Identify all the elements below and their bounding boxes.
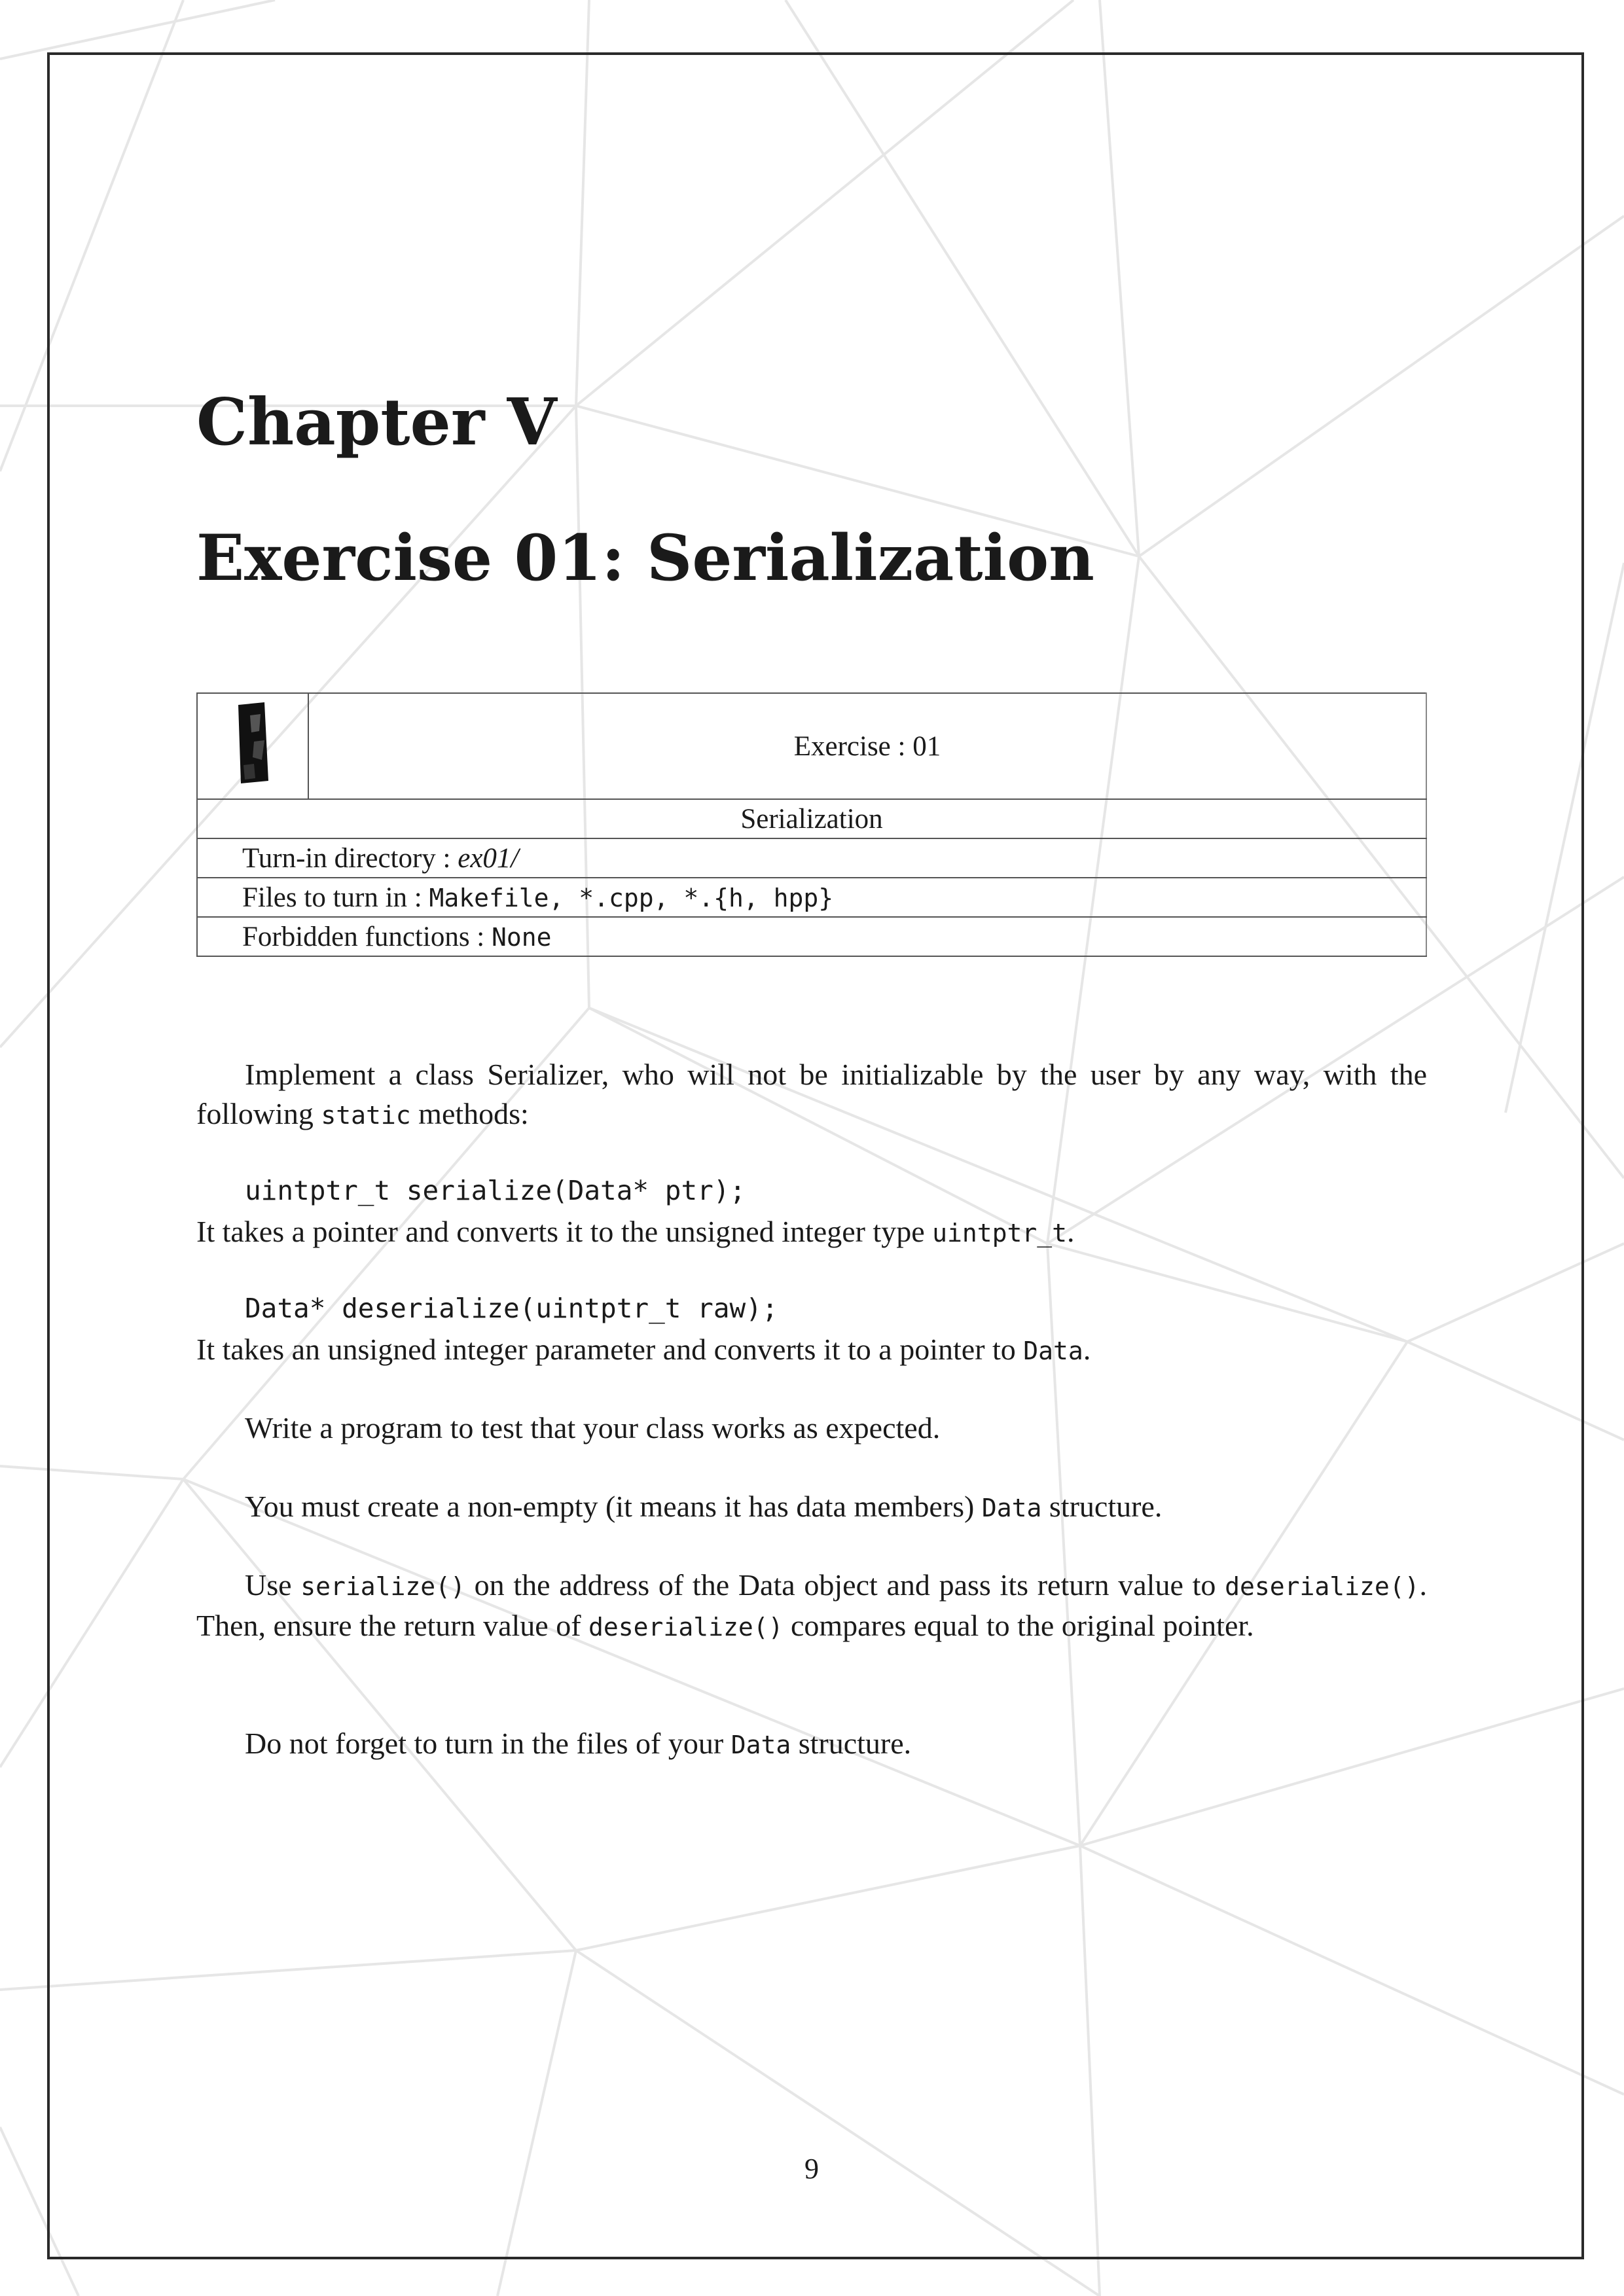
serialize-description	[196, 1212, 1427, 1253]
deserialize-signature: Data* deserialize(uintptr_t raw);	[245, 1293, 778, 1324]
use-para-text-4: compares equal to the original pointer.	[783, 1609, 1254, 1642]
serialize-signature: uintptr_t serialize(Data* ptr);	[245, 1175, 746, 1206]
exercise-number-cell: Exercise : 01	[308, 693, 1426, 799]
usage-paragraph	[196, 1566, 1427, 1647]
exercise-title: Exercise 01: Serialization	[196, 521, 1094, 595]
turn-in-value: ex01/	[458, 842, 519, 874]
page-frame	[47, 52, 1584, 2259]
turn-in-label: Turn-in directory :	[242, 842, 458, 874]
use-para-code-1: serialize()	[300, 1572, 465, 1601]
serialize-desc-text: It takes a pointer and converts it to the unsigned integer type	[196, 1215, 933, 1248]
final-paragraph	[196, 1724, 1427, 1765]
turn-in-directory-row	[197, 838, 1426, 878]
files-label: Files to turn in :	[242, 882, 429, 913]
files-to-turn-in-row	[197, 878, 1426, 917]
use-para-text-3: . Then, ensure the return value of	[196, 1568, 1427, 1642]
data-para-text: You must create a non-empty (it means it has data members)	[245, 1490, 982, 1523]
logo-cell	[197, 693, 308, 799]
data-structure-paragraph	[196, 1487, 1427, 1528]
final-para-end: structure.	[791, 1727, 912, 1760]
page-number: 9	[804, 2153, 819, 2185]
forbidden-functions-row	[197, 917, 1426, 956]
intro-text-end: methods:	[410, 1097, 529, 1130]
exercise-subject: Serialization	[197, 799, 1426, 838]
serialize-desc-code: uintptr_t	[932, 1219, 1068, 1247]
final-para-text: Do not forget to turn in the files of your	[245, 1727, 731, 1760]
exercise-info-table	[196, 692, 1427, 957]
use-para-code-2: deserialize()	[1225, 1572, 1420, 1601]
final-para-code: Data	[731, 1731, 791, 1759]
deserialize-desc-code: Data	[1023, 1336, 1083, 1365]
forbidden-value: None	[492, 922, 552, 952]
chapter-heading: Chapter V	[196, 385, 557, 460]
school-logo-icon	[234, 702, 271, 783]
intro-text: Implement a class Serializer, who will not be initializable by the user by any way, with the following	[196, 1058, 1427, 1130]
forbidden-label: Forbidden functions :	[242, 921, 492, 952]
use-para-code-3: deserialize()	[588, 1613, 784, 1641]
use-para-text-2: on the address of the Data object and pass its return value to	[465, 1568, 1225, 1602]
deserialize-desc-end: .	[1083, 1333, 1091, 1366]
intro-code: static	[321, 1101, 411, 1130]
serialize-desc-end: .	[1067, 1215, 1075, 1248]
data-para-code: Data	[981, 1494, 1042, 1522]
deserialize-desc-text: It takes an unsigned integer parameter and converts it to a pointer to	[196, 1333, 1024, 1366]
data-para-end: structure.	[1041, 1490, 1163, 1523]
test-paragraph: Write a program to test that your class works as expected.	[245, 1411, 941, 1444]
files-value: Makefile, *.cpp, *.{h, hpp}	[429, 883, 834, 912]
intro-paragraph	[196, 1055, 1427, 1135]
deserialize-description	[196, 1330, 1427, 1371]
use-para-text-1: Use	[245, 1568, 301, 1602]
